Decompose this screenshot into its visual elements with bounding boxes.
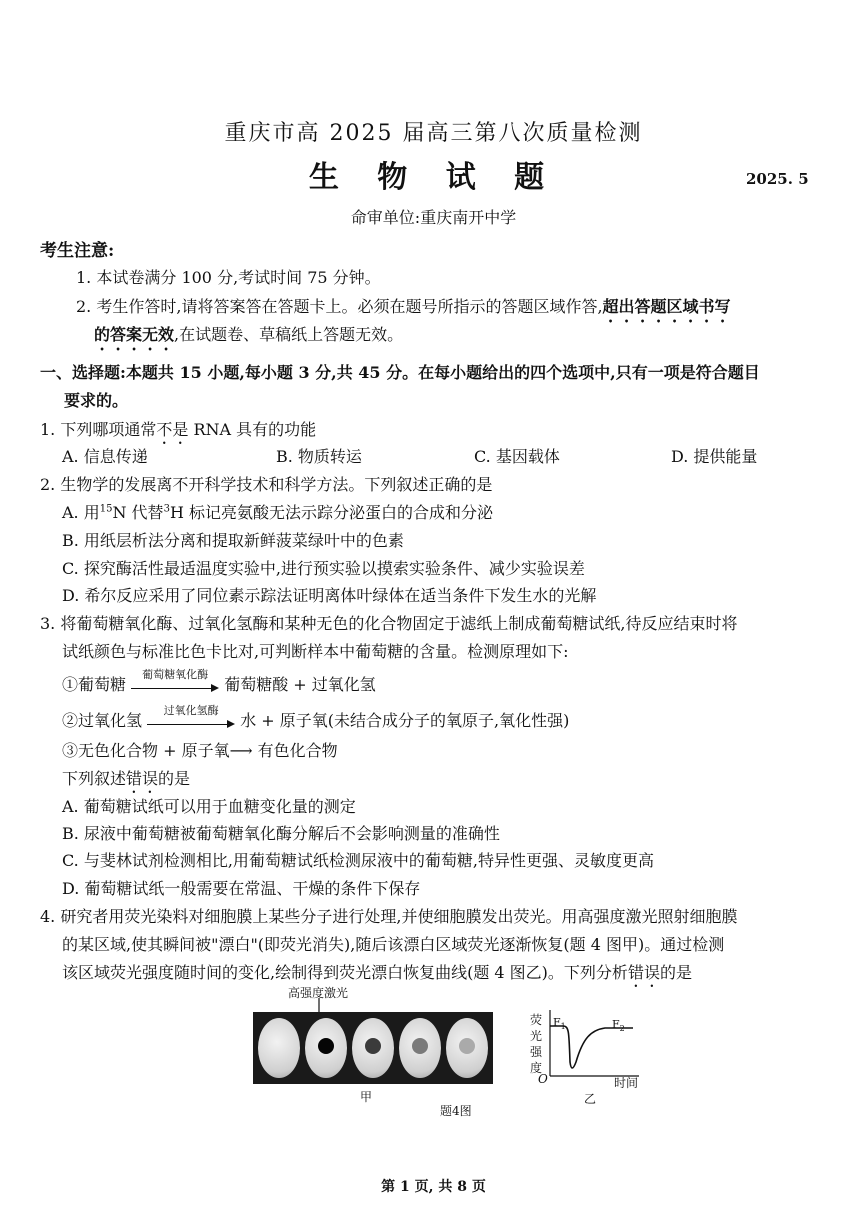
reaction-1-arrow xyxy=(131,667,219,696)
arrow-line xyxy=(147,724,231,725)
arrow-head xyxy=(211,684,219,692)
f1-subscript: 1 xyxy=(560,1022,566,1032)
question-2-stem: 2. 生物学的发展离不开科学技术和科学方法。下列叙述正确的是 xyxy=(40,475,493,494)
subject-title: 生 物 试 题 xyxy=(308,160,559,195)
question-1-emphasis: 不是 xyxy=(156,420,189,439)
notice-item-2-emphasis-a: 超出答题区域书写 xyxy=(602,297,731,316)
reaction-1-enzyme: 葡萄糖氧化酶 xyxy=(142,667,209,681)
notice-item-2-emphasis-b: 的答案无效 xyxy=(94,325,175,344)
q4-stem3-b: 的是 xyxy=(659,963,692,982)
notice-item-2-text: 2. 考生作答时,请将答案答在答题卡上。必须在题号所指示的答题区域作答, xyxy=(76,297,603,316)
figure-jia-label: 甲 xyxy=(360,1090,373,1104)
q3-ask-a: 下列叙述 xyxy=(62,769,127,788)
f2-label xyxy=(612,1018,625,1033)
q2a-text-2: N 代替 xyxy=(112,503,164,522)
q2a-text-1: A. 用 xyxy=(62,503,100,522)
question-1-stem-b: RNA 具有的功能 xyxy=(188,420,317,439)
exam-date: 2025. 5 xyxy=(746,170,809,188)
question-2-option-a xyxy=(62,500,493,523)
question-1-option-b: B. 物质转运 xyxy=(276,447,362,466)
question-3-option-d: D. 葡萄糖试纸一般需要在常温、干燥的条件下保存 xyxy=(62,879,421,898)
y-axis-char: 度 xyxy=(530,1061,543,1075)
q2a-text-3: H 标记亮氨酸无法示踪分泌蛋白的合成和分泌 xyxy=(169,503,493,522)
q2a-sup-1: 15 xyxy=(99,503,113,515)
y-axis-char: 强 xyxy=(530,1045,543,1059)
y-axis-char: 光 xyxy=(530,1029,543,1043)
question-4-stem-1: 4. 研究者用荧光染料对细胞膜上某些分子进行处理,并使细胞膜发出荧光。用高强度激光照射细胞膜 xyxy=(40,907,738,926)
f1-label xyxy=(553,1016,566,1031)
question-3-ask xyxy=(62,766,190,797)
question-3-stem-2: 试纸颜色与标准比色卡比对,可判断样本中葡萄糖的含量。检测原理如下: xyxy=(62,642,569,661)
reaction-2 xyxy=(62,703,570,732)
q4-stem3-a: 该区域荧光强度随时间的变化,绘制得到荧光漂白恢复曲线(题 4 图乙)。下列分析 xyxy=(62,963,628,982)
x-axis-label: 时间 xyxy=(614,1076,639,1090)
q4-stem3-emphasis: 错误 xyxy=(627,963,660,982)
cell-bleached xyxy=(305,1018,347,1078)
reaction-2-right: 水 + 原子氧(未结合成分子的氧原子,氧化性强) xyxy=(240,711,570,730)
question-2-option-d: D. 希尔反应采用了同位素示踪法证明离体叶绿体在适当条件下发生水的光解 xyxy=(62,586,597,605)
cell-before-bleach xyxy=(258,1018,300,1078)
q2a-sup-2: 3 xyxy=(163,503,170,515)
f2-letter: F xyxy=(612,1018,620,1031)
question-4-stem-3 xyxy=(62,960,692,991)
question-1-option-a: A. 信息传递 xyxy=(62,447,148,466)
question-1-option-d: D. 提供能量 xyxy=(671,447,758,466)
reaction-2-arrow xyxy=(147,703,235,732)
question-3-option-b: B. 尿液中葡萄糖被葡萄糖氧化酶分解后不会影响测量的准确性 xyxy=(62,824,500,843)
question-1-option-c: C. 基因载体 xyxy=(474,447,560,466)
reaction-2-left: ②过氧化氢 xyxy=(62,711,143,730)
exam-title: 重庆市高 2025 届高三第八次质量检测 xyxy=(224,121,643,146)
question-2-option-b: B. 用纸层析法分离和提取新鲜菠菜绿叶中的色素 xyxy=(62,531,404,550)
y-axis-char: 荧 xyxy=(530,1013,543,1027)
arrow-head xyxy=(227,720,235,728)
notice-item-1: 1. 本试卷满分 100 分,考试时间 75 分钟。 xyxy=(76,268,381,287)
page-footer: 第 1 页, 共 8 页 xyxy=(381,1179,486,1195)
section-1-heading: 一、选择题:本题共 15 小题,每小题 3 分,共 45 分。在每小题给出的四个选项中,只有一项是符合题目 xyxy=(40,363,760,382)
cell-photo-strip xyxy=(253,1012,493,1084)
laser-label: 高强度激光 xyxy=(288,986,349,1000)
figure-caption: 题4图 xyxy=(440,1104,472,1118)
reaction-1 xyxy=(62,667,376,696)
cell-recovery-3 xyxy=(446,1018,488,1078)
notice-item-2-cont xyxy=(94,322,403,354)
figure-yi-label: 乙 xyxy=(584,1092,597,1106)
arrow-line xyxy=(131,688,215,689)
f1-letter: F xyxy=(553,1016,561,1029)
bleach-spot xyxy=(412,1038,428,1054)
cell-recovery-1 xyxy=(352,1018,394,1078)
reaction-3: ③无色化合物 + 原子氧⟶ 有色化合物 xyxy=(62,741,338,760)
bleach-spot xyxy=(459,1038,475,1054)
question-3-option-a: A. 葡萄糖试纸可以用于血糖变化量的测定 xyxy=(62,797,356,816)
y-axis-label xyxy=(530,1012,544,1076)
cell-recovery-2 xyxy=(399,1018,441,1078)
notice-item-2-tail: ,在试题卷、草稿纸上答题无效。 xyxy=(174,325,404,344)
q3-ask-emphasis: 错误 xyxy=(126,769,159,788)
origin-label: O xyxy=(538,1072,548,1086)
notice-title: 考生注意: xyxy=(40,241,115,261)
question-3-option-c: C. 与斐林试剂检测相比,用葡萄糖试纸检测尿液中的葡萄糖,特异性更强、灵敏度更高 xyxy=(62,851,655,870)
bleach-spot xyxy=(318,1038,334,1054)
q3-ask-b: 的是 xyxy=(158,769,191,788)
section-1-heading-cont: 要求的。 xyxy=(64,391,129,410)
f2-subscript: 2 xyxy=(619,1024,625,1034)
bleach-spot xyxy=(365,1038,381,1054)
question-2-option-c: C. 探究酶活性最适温度实验中,进行预实验以摸索实验条件、减少实验误差 xyxy=(62,559,585,578)
reaction-2-enzyme: 过氧化氢酶 xyxy=(163,703,219,717)
question-1-stem-a: 1. 下列哪项通常 xyxy=(40,420,157,439)
question-4-stem-2: 的某区域,使其瞬间被"漂白"(即荧光消失),随后该漂白区域荧光逐渐恢复(题 4 图甲)。通过检测 xyxy=(62,935,725,954)
question-3-stem-1: 3. 将葡萄糖氧化酶、过氧化氢酶和某种无色的化合物固定于滤纸上制成葡萄糖试纸,待反应结束时将 xyxy=(40,614,738,633)
reaction-1-right: 葡萄糖酸 + 过氧化氢 xyxy=(224,675,376,694)
compiling-unit: 命审单位:重庆南开中学 xyxy=(350,208,517,227)
reaction-1-left: ①葡萄糖 xyxy=(62,675,127,694)
